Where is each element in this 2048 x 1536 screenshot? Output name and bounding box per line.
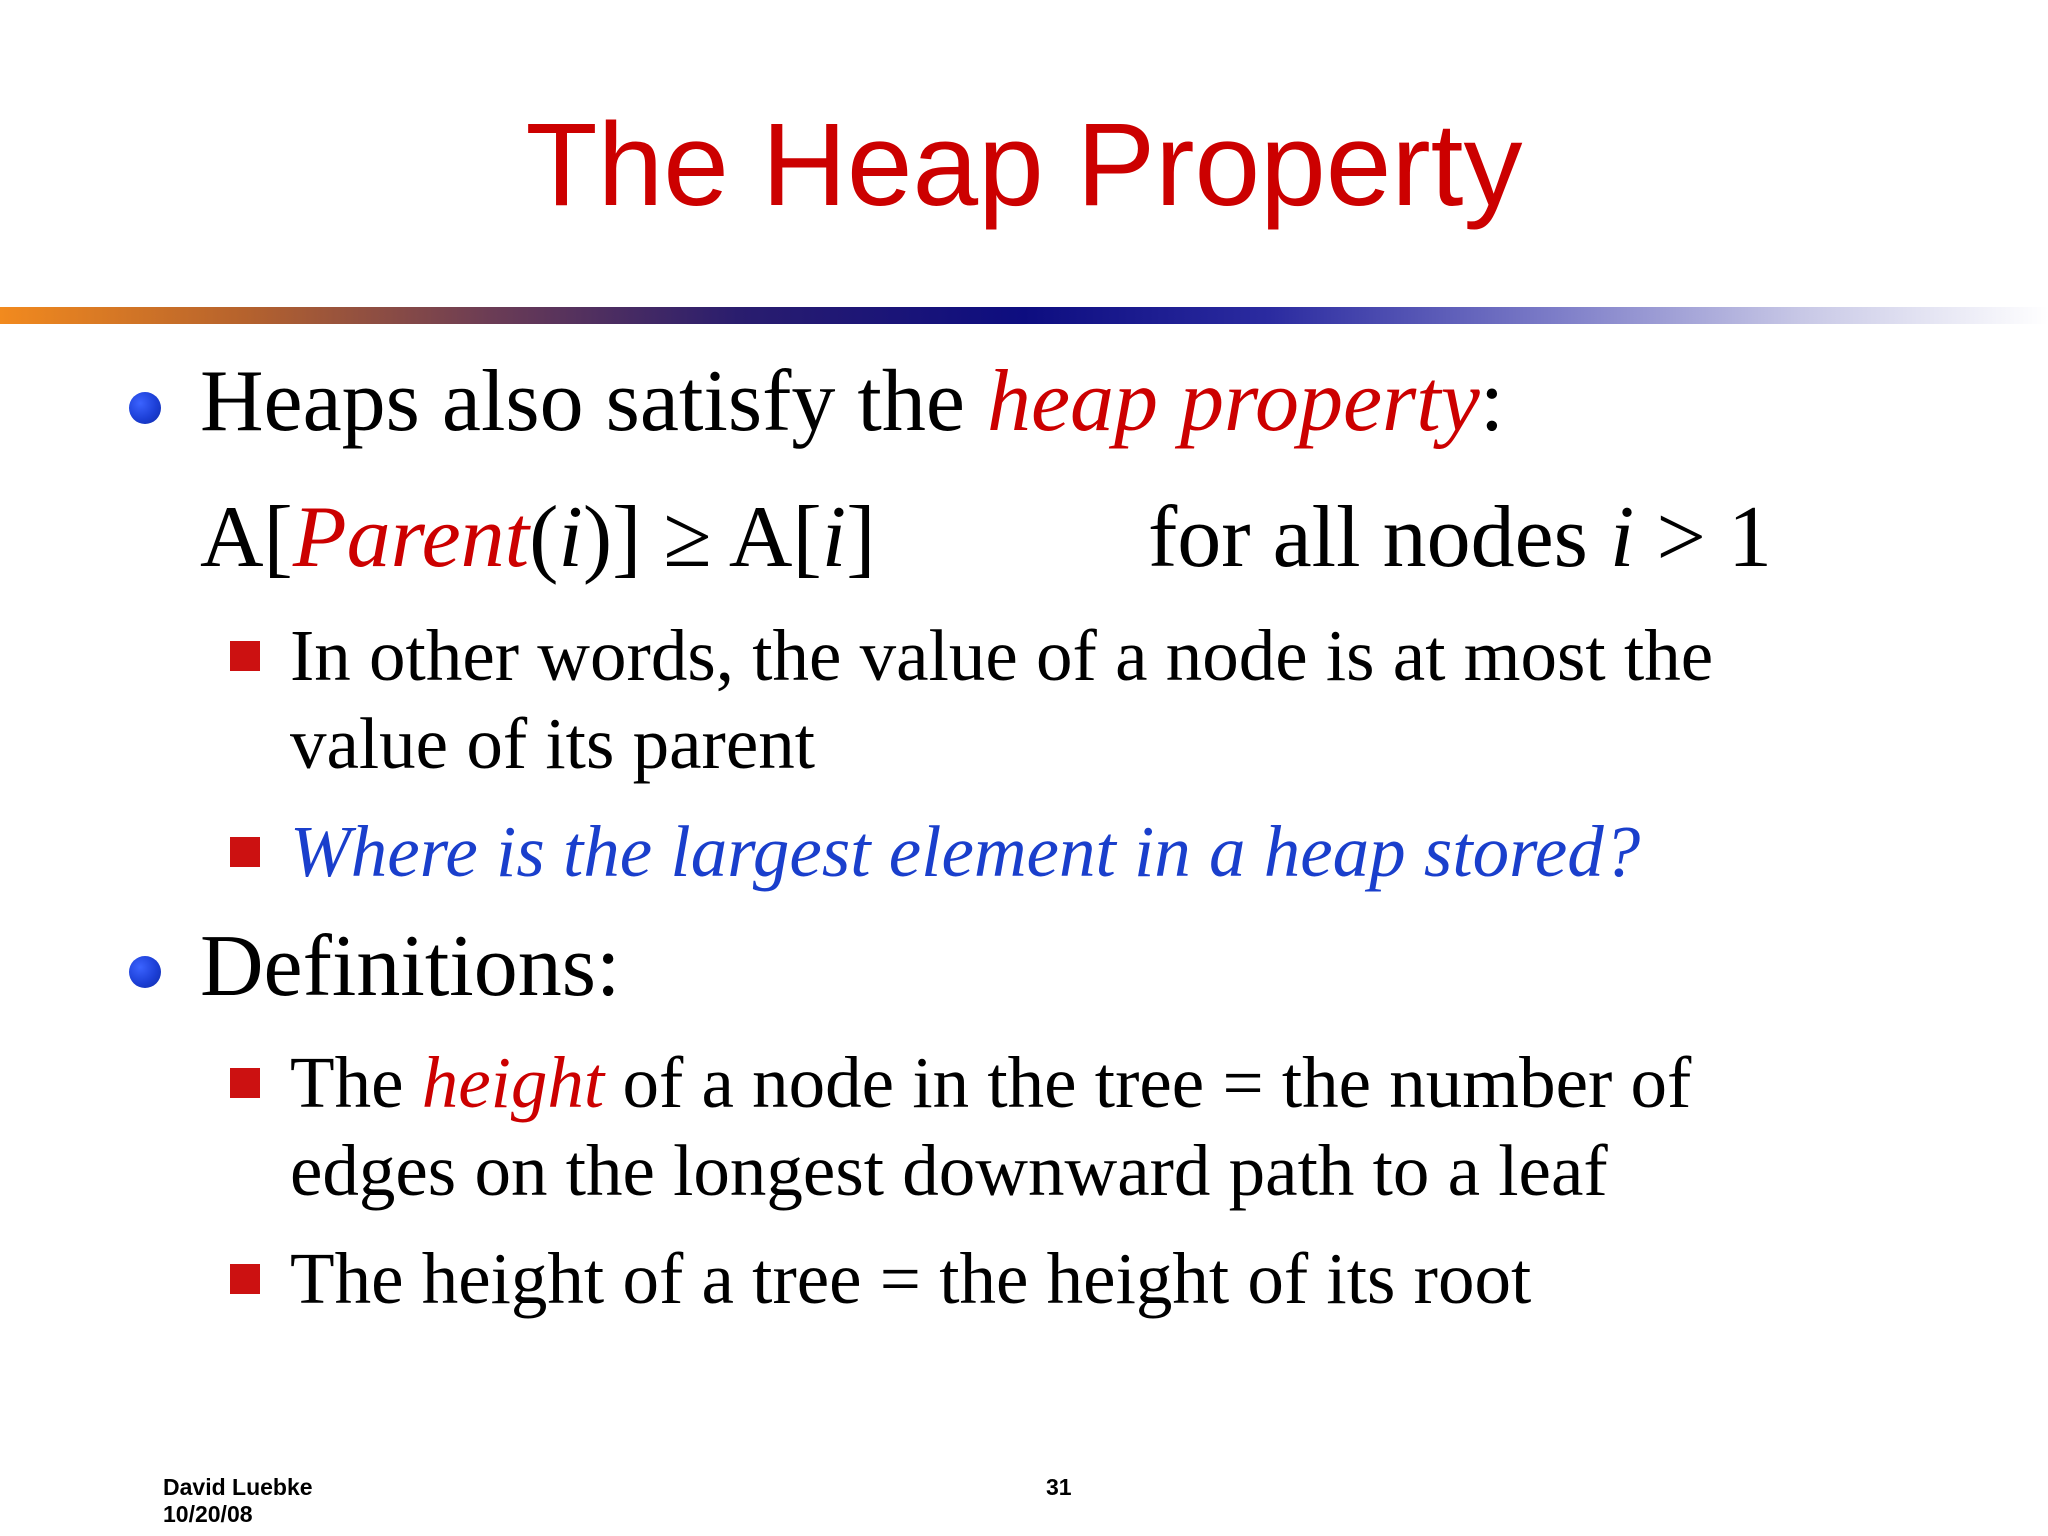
title-divider [0, 307, 2048, 324]
height-term: height [421, 1042, 605, 1123]
footer-author-date [163, 1474, 313, 1528]
slide-title: The Heap Property [525, 99, 1523, 231]
page-number: 31 [1046, 1474, 1072, 1500]
footer-date: 10/20/08 [163, 1501, 253, 1527]
formula-condition [1148, 488, 1772, 588]
formula-parent: Parent [292, 489, 530, 586]
sub-bullet-line: value of its parent [290, 703, 816, 784]
formula-text: )] ≥ A[ [582, 489, 822, 586]
condition-index: i [1609, 489, 1635, 586]
formula-index: i [558, 489, 583, 586]
bullet-definitions: Definitions: [200, 918, 621, 1015]
bullet-text: Heaps also satisfy the [200, 353, 987, 450]
sub-bullet-line: edges on the longest downward path to a leaf [290, 1130, 1608, 1211]
sub-bullet-other-words [290, 612, 1713, 788]
condition-text: > 1 [1634, 489, 1772, 586]
bullet-colon: : [1479, 353, 1505, 450]
bullet-dot-icon [129, 392, 161, 424]
bullet-heap-property [200, 352, 1504, 452]
footer-author: David Luebke [163, 1474, 313, 1500]
sub-bullet-question: Where is the largest element in a heap stored? [290, 811, 1641, 892]
formula-text: ( [529, 489, 559, 586]
sub-bullet-line: In other words, the value of a node is at most the [290, 615, 1714, 696]
square-bullet-icon [230, 641, 260, 671]
square-bullet-icon [230, 1068, 260, 1098]
definition-text: The [290, 1042, 422, 1123]
square-bullet-icon [230, 1264, 260, 1294]
heap-formula [200, 488, 876, 588]
definition-text: of a node in the tree = the number of [604, 1042, 1692, 1123]
formula-text: ] [846, 489, 876, 586]
sub-bullet-line [290, 1039, 1691, 1127]
square-bullet-icon [230, 837, 260, 867]
sub-bullet-tree-height: The height of a tree = the height of its root [290, 1238, 1532, 1319]
sub-bullet-node-height [290, 1039, 1691, 1215]
formula-index: i [821, 489, 847, 586]
bullet-dot-icon [129, 956, 161, 988]
formula-text: A[ [200, 489, 293, 586]
condition-text: for all nodes [1148, 489, 1610, 586]
heap-property-term: heap property [986, 353, 1480, 450]
